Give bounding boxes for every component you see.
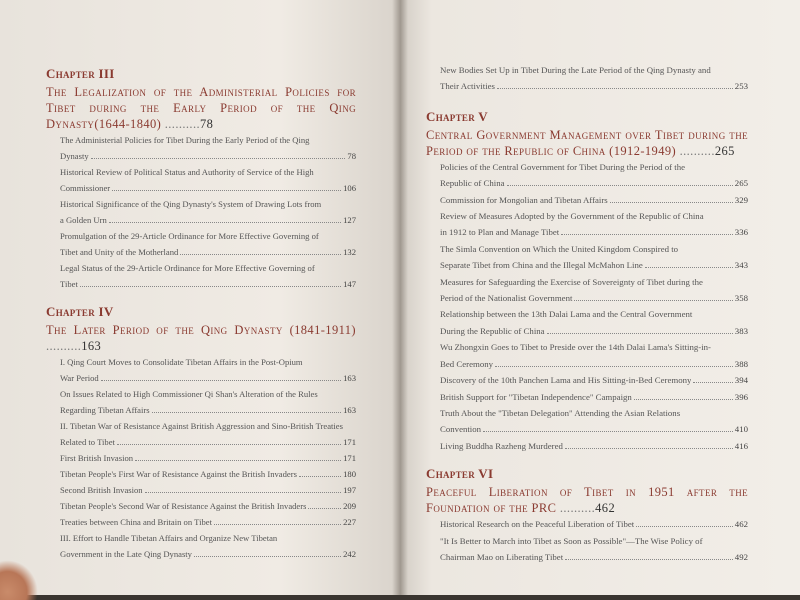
toc-entry-page: 388 — [734, 358, 748, 369]
toc-entry-title-line2: in 1912 to Plan and Manage Tibet — [440, 227, 560, 238]
toc-entry-title-line1: The Simla Convention on Which the United Kingdom Conspired to — [440, 243, 679, 254]
dot-leader — [180, 254, 341, 255]
chapter-number: Chapter V — [426, 108, 488, 124]
chapter-number: Chapter III — [46, 66, 115, 81]
toc-entry-title-line1: New Bodies Set Up in Tibet During the Late Period of the Qing Dynasty and — [440, 65, 711, 75]
dot-leader — [634, 399, 733, 400]
toc-entry-title-line1: Truth About the "Tibetan Delegation" Attending the Asian Relations — [440, 407, 681, 418]
toc-entry-page: 227 — [343, 517, 356, 527]
toc-entry-row — [440, 175, 748, 191]
toc-entry — [46, 386, 356, 418]
toc-entry-page: 163 — [343, 405, 356, 415]
toc-entry-page: 180 — [343, 469, 356, 479]
toc-entry-title-line2: Tibet — [60, 279, 78, 289]
toc-entry-title-line2: Tibetan People's First War of Resistance Against the British Invaders — [60, 469, 297, 479]
chapter-number: Chapter IV — [46, 304, 114, 319]
toc-entry-row — [60, 276, 356, 292]
toc-entry-title-line1: III. Effort to Handle Tibetan Affairs and Organize New Tibetan — [60, 533, 278, 543]
toc-entry — [426, 241, 748, 274]
toc-entry-title-line2: Republic of China — [440, 178, 505, 189]
toc-entry-row — [440, 78, 748, 94]
toc-entry-page: 396 — [734, 391, 748, 402]
dot-leader: .......... — [161, 117, 200, 131]
dot-leader — [574, 300, 732, 301]
toc-entry-row — [60, 370, 356, 386]
dot-leader — [101, 380, 341, 381]
dot-leader — [693, 382, 732, 383]
toc-entry-title-line1: "It Is Better to March into Tibet as Soon as Possible"—The Wise Policy of — [440, 535, 703, 546]
toc-entry-page: 336 — [734, 227, 748, 238]
toc-entry-title-line1: Historical Significance of the Qing Dynasty's System of Drawing Lots from — [60, 199, 322, 209]
toc-entry-title-line1: Review of Measures Adopted by the Government of the Republic of China — [440, 211, 704, 222]
dot-leader: .......... — [556, 501, 596, 516]
toc-entry-row — [60, 546, 356, 562]
chapter-title — [46, 84, 356, 132]
toc-entry-row — [440, 224, 748, 240]
toc-entry-title-line1: Policies of the Central Government for Tibet During the Period of the — [440, 161, 686, 172]
toc-entry-title-line2: Living Buddha Razheng Murdered — [440, 440, 563, 451]
dot-leader — [565, 448, 733, 449]
toc-entry-title-line2: British Support for "Tibetan Independence" Campaign — [440, 391, 632, 402]
dot-leader — [483, 431, 733, 432]
dot-leader — [565, 559, 733, 560]
toc-entry-title-line1: The Administerial Policies for Tibet During the Early Period of the Qing — [60, 135, 310, 145]
toc-entry-row — [440, 192, 748, 208]
toc-entry — [426, 306, 748, 339]
toc-entry-page: 78 — [347, 151, 356, 161]
dot-leader: .......... — [46, 339, 82, 353]
chapter-title-text: Central Government Management over Tibet during the Period of the Republic of China (1912-1949) — [426, 127, 748, 158]
toc-entry-row — [60, 450, 356, 466]
toc-entry — [46, 164, 356, 196]
chapter-title — [46, 322, 356, 354]
right-page-contents — [426, 62, 748, 577]
toc-entry — [46, 132, 356, 164]
toc-entry — [426, 62, 748, 95]
toc-entry — [46, 196, 356, 228]
chapter-title-text: The Legalization of the Administerial Policies for Tibet during the Early Period of the Qing Dynasty(1644-1840) — [46, 85, 356, 131]
chapter-title-text: The Later Period of the Qing Dynasty (1841-1911) — [46, 323, 356, 337]
toc-entry-title-line2: First British Invasion — [60, 453, 134, 463]
chapter-title — [426, 127, 748, 159]
chapter-number: Chapter VI — [426, 466, 494, 482]
toc-entry-row — [440, 549, 748, 565]
toc-entry-page: 343 — [734, 260, 748, 271]
toc-entry — [46, 498, 356, 514]
toc-entry-title-line2: Historical Research on the Peaceful Liberation of Tibet — [440, 519, 635, 530]
toc-entry — [46, 354, 356, 386]
toc-entry-page: 492 — [734, 551, 748, 562]
toc-entry-row — [60, 514, 356, 530]
toc-entry-title-line1: Promulgation of the 29-Article Ordinance for More Effective Governing of — [60, 231, 319, 241]
toc-entry-page: 127 — [343, 215, 356, 225]
toc-entry-page: 358 — [734, 293, 748, 304]
dot-leader — [645, 267, 733, 268]
toc-entry-page: 147 — [343, 279, 356, 289]
chapter-page: 265 — [714, 143, 735, 158]
toc-entry-title-line2: a Golden Urn — [60, 215, 107, 225]
toc-entry-row — [440, 516, 748, 532]
dot-leader — [145, 492, 342, 493]
toc-entry-title-line2: Separate Tibet from China and the Illegal McMahon Line — [440, 260, 643, 271]
toc-entry-row — [60, 148, 356, 164]
toc-entry — [46, 228, 356, 260]
dot-leader — [547, 333, 733, 334]
dot-leader — [117, 444, 341, 445]
toc-entry-title-line1: Relationship between the 13th Dalai Lama and the Central Government — [440, 309, 693, 320]
dot-leader — [299, 476, 341, 477]
chapter-page: 163 — [81, 339, 102, 353]
toc-entry-row — [440, 290, 748, 306]
toc-entry-title-line1: Legal Status of the 29-Article Ordinance for More Effective Governing of — [60, 263, 315, 273]
toc-entry — [426, 159, 748, 192]
toc-entry — [46, 482, 356, 498]
toc-entry-title-line2: Commission for Mongolian and Tibetan Affairs — [440, 194, 608, 205]
toc-entry-row — [440, 438, 748, 454]
dot-leader — [135, 460, 341, 461]
dot-leader — [610, 202, 733, 203]
toc-entry-page: 329 — [734, 194, 748, 205]
toc-entry-page: 265 — [734, 178, 748, 189]
toc-entry — [426, 516, 748, 532]
toc-entry-page: 242 — [343, 549, 356, 559]
toc-entry-title-line1: On Issues Related to High Commissioner Qi Shan's Alteration of the Rules — [60, 389, 318, 399]
dot-leader — [194, 556, 341, 557]
chapter-page: 78 — [200, 117, 214, 131]
toc-entry-title-line1: I. Qing Court Moves to Consolidate Tibetan Affairs in the Post-Opium — [60, 357, 303, 367]
dot-leader — [80, 286, 341, 287]
dot-leader — [152, 412, 342, 413]
toc-entry — [426, 438, 748, 454]
toc-entry-page: 416 — [734, 440, 748, 451]
toc-entry-page: 209 — [343, 501, 356, 511]
toc-entry-title-line2: Their Activities — [440, 81, 495, 92]
chapter-page: 462 — [595, 501, 616, 516]
toc-entry-row — [60, 402, 356, 418]
toc-entry — [426, 405, 748, 438]
toc-entry-title-line2: Chairman Mao on Liberating Tibet — [440, 551, 564, 562]
toc-entry — [46, 260, 356, 292]
dot-leader — [507, 185, 733, 186]
toc-entry-title-line1: Wu Zhongxin Goes to Tibet to Preside over the 14th Dalai Lama's Sitting-in- — [440, 342, 711, 353]
toc-entry-row — [60, 180, 356, 196]
dot-leader — [308, 508, 341, 509]
chapter-title — [426, 484, 748, 516]
toc-entry-title-line2: Commissioner — [60, 183, 111, 193]
toc-entry-title-line2: Treaties between China and Britain on Tibet — [60, 517, 212, 527]
toc-entry — [46, 530, 356, 562]
toc-entry-row — [60, 498, 356, 514]
toc-entry-title-line2: Bed Ceremony — [440, 358, 494, 369]
dot-leader — [214, 524, 341, 525]
toc-entry-page: 132 — [343, 247, 356, 257]
toc-entry-page: 462 — [734, 519, 748, 530]
toc-entry-row — [440, 389, 748, 405]
toc-entry-title-line2: Period of the Nationalist Government — [440, 293, 573, 304]
dot-leader — [561, 234, 733, 235]
toc-entry-row — [440, 372, 748, 388]
toc-entry-title-line2: Discovery of the 10th Panchen Lama and His Sitting-in-Bed Ceremony — [440, 375, 692, 386]
toc-entry-page: 171 — [343, 437, 356, 447]
toc-entry-title-line2: Dynasty — [60, 151, 89, 161]
dot-leader — [91, 158, 346, 159]
toc-entry-title-line2: Tibet and Unity of the Motherland — [60, 247, 179, 257]
toc-entry — [426, 274, 748, 307]
dot-leader — [112, 190, 341, 191]
chapter-block — [46, 66, 356, 292]
chapter-title-text: Peaceful Liberation of Tibet in 1951 after the Foundation of the PRC — [426, 485, 748, 516]
toc-entry — [426, 339, 748, 372]
toc-entry-title-line1: Historical Review of Political Status and Authority of Service of the High — [60, 167, 314, 177]
dot-leader — [109, 222, 341, 223]
toc-entry — [46, 514, 356, 530]
toc-entry-row — [60, 244, 356, 260]
toc-entry-title-line1: II. Tibetan War of Resistance Against British Aggression and Sino-British Treaties — [60, 421, 343, 431]
toc-entry-page: 197 — [343, 485, 356, 495]
toc-entry-row — [440, 257, 748, 273]
toc-entry-title-line2: War Period — [60, 373, 99, 383]
chapter-block — [426, 109, 748, 454]
toc-entry-title-line1: Measures for Safeguarding the Exercise of Sovereignty of Tibet during the — [440, 276, 703, 287]
toc-entry — [426, 372, 748, 388]
toc-entry-page: 410 — [734, 424, 748, 435]
toc-entry-title-line2: During the Republic of China — [440, 325, 545, 336]
toc-entry-title-line2: Regarding Tibetan Affairs — [60, 405, 150, 415]
toc-entry — [426, 389, 748, 405]
toc-entry-page: 171 — [343, 453, 356, 463]
toc-entry — [46, 450, 356, 466]
toc-entry-title-line2: Related to Tibet — [60, 437, 115, 447]
toc-entry-row — [440, 323, 748, 339]
toc-entry-row — [440, 356, 748, 372]
toc-entry-title-line2: Second British Invasion — [60, 485, 143, 495]
toc-entry-row — [440, 421, 748, 437]
thumb-image — [0, 560, 38, 600]
toc-entry-row — [60, 466, 356, 482]
toc-entry-title-line2: Government in the Late Qing Dynasty — [60, 549, 192, 559]
toc-entry-page: 163 — [343, 373, 356, 383]
toc-entry — [426, 192, 748, 208]
toc-entry — [46, 466, 356, 482]
dot-leader — [495, 366, 733, 367]
dot-leader — [497, 88, 733, 89]
dot-leader — [636, 526, 733, 527]
toc-entry-page: 383 — [734, 325, 748, 336]
toc-entry-row — [60, 434, 356, 450]
chapter-block — [426, 466, 748, 565]
chapter-block — [46, 304, 356, 562]
left-page-contents — [46, 66, 356, 574]
toc-entry — [46, 418, 356, 450]
dot-leader: .......... — [676, 143, 715, 158]
toc-entry-row — [60, 212, 356, 228]
toc-entry — [426, 208, 748, 241]
toc-entry-page: 106 — [343, 183, 356, 193]
toc-entry — [426, 533, 748, 566]
toc-entry-page: 394 — [734, 375, 748, 386]
toc-entry-page: 253 — [734, 81, 748, 92]
toc-entry-title-line2: Tibetan People's Second War of Resistance Against the British Invaders — [60, 501, 307, 511]
toc-entry-row — [60, 482, 356, 498]
toc-entry-title-line2: Convention — [440, 424, 482, 435]
